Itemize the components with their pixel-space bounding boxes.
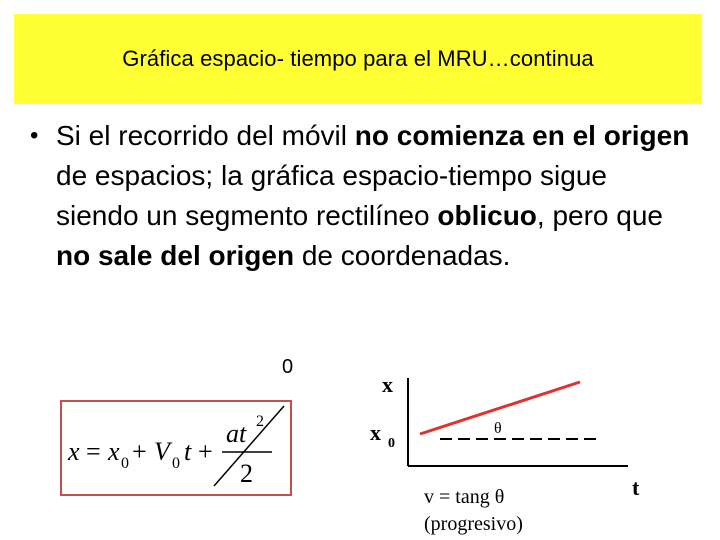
x0-label: x [370,420,381,445]
formula-numerator: at [226,419,247,448]
formula-lhs: x [68,437,80,466]
text-segment-4: oblicuo [437,200,537,231]
formula-denominator: 2 [240,459,253,488]
formula-plus-1: + [132,437,147,466]
formula-x0-sub: 0 [121,455,129,472]
angle-label: θ [494,420,502,437]
axes [408,378,628,466]
formula-t: t [184,437,192,466]
text-segment-2: no comienza en el origen [354,120,690,151]
formula-x0: x [108,437,120,466]
text-segment-5: , pero que [536,200,664,231]
x0-sub-label: 0 [388,436,395,451]
text-segment-7: de coordenadas. [294,240,511,271]
slide-title: Gráfica espacio- tiempo para el MRU…continua [122,46,594,71]
bullet-marker: • [30,122,39,149]
x-axis-label: t [632,475,640,500]
formula-v-sub: 0 [172,455,180,472]
formula-plus-2: + [198,437,213,466]
formula-numerator-exp: 2 [256,413,264,430]
text-segment-3: de espacios; la gráfica espacio-tiempo sigue siendo un segmento rectilíneo [56,160,607,231]
caption-line-1: v = tang θ [424,486,505,508]
formula-equals: = [86,437,101,466]
caption-line-2: (progresivo) [424,513,523,535]
formula-v: V [154,437,170,466]
y-axis-label: x [382,372,393,397]
text-segment-1: Si el recorrido del móvil [56,120,355,151]
text-segment-6: no sale del origen [56,240,295,271]
zero-label: 0 [282,356,294,378]
